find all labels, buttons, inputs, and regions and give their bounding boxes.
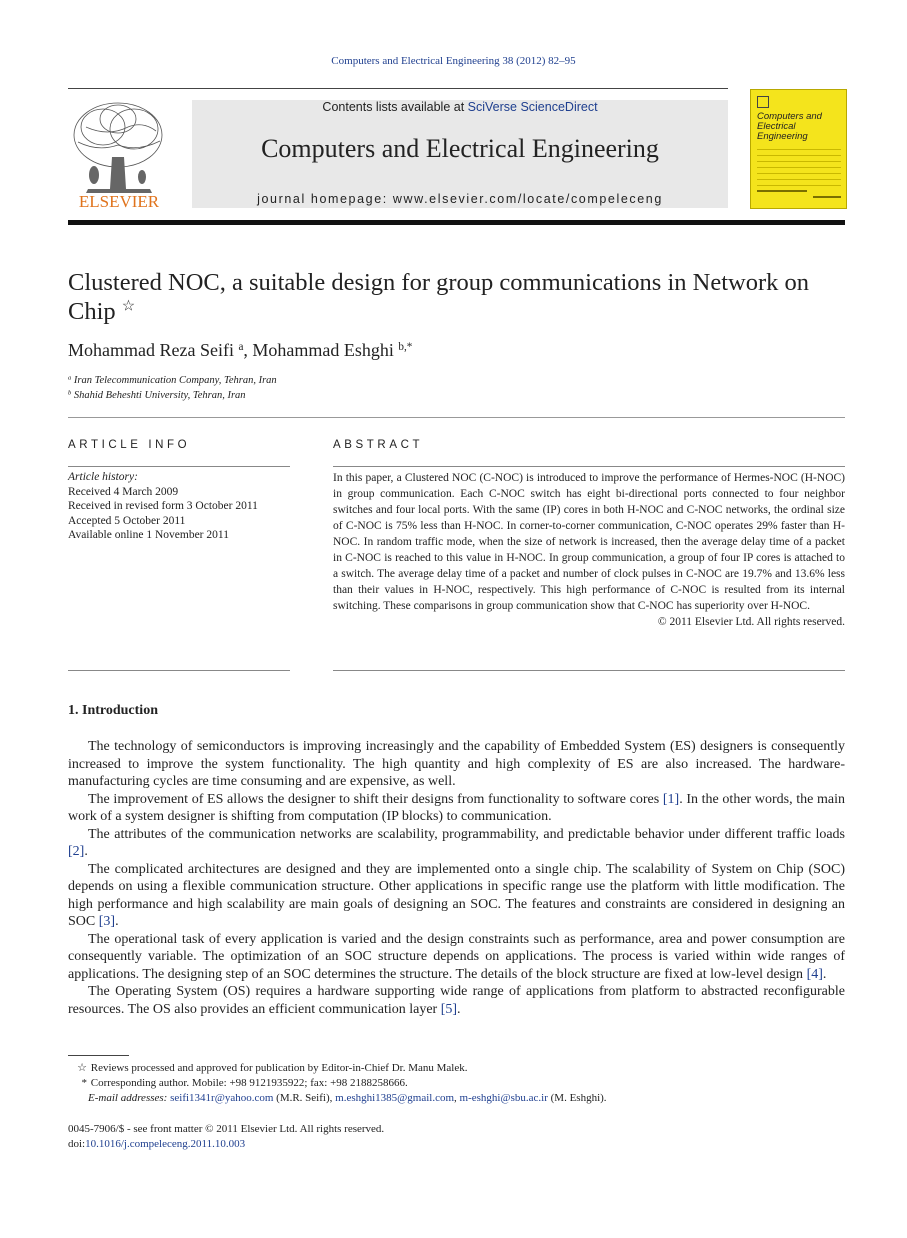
- section-heading: 1. Introduction: [68, 703, 158, 718]
- contents-prefix: Contents lists available at: [322, 100, 468, 114]
- history-item: Received 4 March 2009: [68, 485, 179, 498]
- affiliation-mark: a: [68, 374, 72, 382]
- paragraph: The technology of semiconductors is improving increasingly and the capability of Embedded System (ES) designers is consequently increased to improve the system functionality. The high quantity and high complexity of ES are also increased. The hardware-manufacturing cycles are time consuming and are expensive, as well.: [68, 739, 845, 789]
- article-info-heading: ARTICLE INFO: [68, 439, 191, 451]
- paragraph-text: .: [84, 844, 88, 859]
- paragraph: [68, 983, 845, 1018]
- affiliation-text: Shahid Beheshti University, Tehran, Iran: [73, 390, 246, 401]
- article-info-rule: [68, 466, 290, 467]
- cover-line: [757, 190, 807, 192]
- footnote: [68, 1076, 845, 1091]
- abstract-text: In this paper, a Clustered NOC (C-NOC) is introduced to improve the performance of Hermes-NOC (H-NOC) in group communication. Each C-NOC switch has eight bi-directional ports connected to four neighbor switches and four local ports. With the same (IP) cores in both H-NOC and C-NOC networks, the ordinal size of C-NOC is 75% less than H-NOC. In corner-to-corner communication, C-NOC operates 29% faster than H-NOC. In random traffic mode, when the size of network is increased, then the average delay time of a packet in C-NOC is reached to this value in H-NOC. In group communication, a group of four IP cores is attached to a switch. The average delay time of a packet and number of clock pulses in C-NOC are 19.7% and 13.6% less than their values in H-NOC, respectively. This high performance of C-NOC is resulted from its internal switching. These comparisons in group communication show that C-NOC has superiority over H-NOC.: [333, 472, 845, 612]
- history-item: Received in revised form 3 October 2011: [68, 500, 258, 512]
- history-item: Accepted 5 October 2011: [68, 514, 186, 527]
- paragraph-text: . In the other words, the main work of a system designer is shifting from computation (IP blocks) to communication.: [68, 791, 845, 824]
- email-link[interactable]: seifi1341r@yahoo.com: [170, 1092, 274, 1104]
- cover-title: Computers and Electrical Engineering: [757, 111, 822, 142]
- journal-cover: [750, 89, 847, 209]
- paragraph-text: The complicated architectures are designed and they are implemented onto a single chip. The scalability of System on Chip (SOC) depends on using a flexible communication structure. Other applications in specific range use the platform with little modification. The high performance and high scalability are main goals of designing an SOC. The features and constraints are considered in designing an SOC: [68, 861, 845, 929]
- paragraph-text: .: [115, 914, 119, 929]
- author-list: [68, 340, 412, 361]
- citation-link[interactable]: [2]: [68, 844, 85, 859]
- citation-link[interactable]: [4]: [806, 966, 823, 982]
- publication-info: [68, 1122, 384, 1152]
- paragraph-text: .: [457, 1001, 461, 1017]
- affiliation-list: [68, 373, 277, 403]
- doi-label: doi:: [68, 1138, 86, 1150]
- history-item: Available online 1 November 2011: [68, 529, 229, 541]
- footnote-mark: *: [81, 1077, 87, 1089]
- article-title-text: Clustered NOC, a suitable design for group communications in Network on Chip: [68, 269, 809, 325]
- article-title: [68, 268, 845, 326]
- affiliation-item: [68, 388, 277, 403]
- author-name[interactable]: Mohammad Eshghi: [252, 340, 394, 360]
- footnote-text: Corresponding author. Mobile: +98 9121935922; fax: +98 2188258666.: [90, 1077, 408, 1089]
- paragraph: [68, 826, 845, 861]
- issn-line: 0045-7906/$ - see front matter © 2011 Elsevier Ltd. All rights reserved.: [68, 1123, 385, 1135]
- paragraph-text: The Operating System (OS) requires a hardware supporting wide range of applications from platform to abstracted reconfigurable resources. The OS also provides an efficient communication layer: [68, 984, 845, 1017]
- sciencedirect-link[interactable]: SciVerse ScienceDirect: [467, 100, 598, 114]
- cover-line: [813, 196, 841, 198]
- email-label: E-mail addresses:: [88, 1092, 168, 1104]
- abstract: [333, 470, 845, 630]
- paragraph: [68, 791, 845, 826]
- paragraph-text: The attributes of the communication networks are scalability, programmability, and predictable behavior under different traffic loads: [88, 826, 845, 842]
- email-owner: (M.R. Seifi),: [273, 1092, 336, 1104]
- email-link[interactable]: m-eshghi@sbu.ac.ir: [459, 1092, 548, 1104]
- article-history: [68, 470, 258, 543]
- affiliation-mark: b: [68, 389, 72, 397]
- introduction-body: [68, 738, 845, 1018]
- author-affiliation-mark[interactable]: b,*: [398, 340, 413, 353]
- history-label: Article history:: [68, 471, 138, 483]
- email-link[interactable]: m.eshghi1385@gmail.com: [335, 1092, 455, 1104]
- title-rule: [68, 417, 845, 418]
- journal-homepage[interactable]: journal homepage: www.elsevier.com/locate/compeleceng: [257, 192, 663, 206]
- header-rule: [68, 88, 728, 89]
- abstract-rule: [333, 466, 845, 467]
- footnote-mark: ☆: [77, 1062, 87, 1074]
- footnotes: [68, 1061, 845, 1106]
- footnote-text: Reviews processed and approved for publication by Editor-in-Chief Dr. Manu Malek.: [90, 1062, 468, 1074]
- paragraph: [68, 931, 845, 984]
- citation-link[interactable]: [5]: [440, 1001, 458, 1017]
- citation-link[interactable]: [1]: [662, 791, 680, 807]
- contents-line: [192, 100, 728, 114]
- author-name[interactable]: Mohammad Reza Seifi: [68, 340, 234, 360]
- elsevier-logo: [68, 97, 170, 209]
- citation-link[interactable]: [3]: [98, 914, 116, 929]
- abstract-rule: [333, 670, 845, 671]
- journal-citation: Computers and Electrical Engineering 38 (2012) 82–95: [331, 55, 576, 67]
- email-separator: ,: [454, 1092, 460, 1104]
- elsevier-logo-text: ELSEVIER: [78, 192, 160, 209]
- title-footnote-mark[interactable]: ☆: [121, 297, 136, 315]
- doi-line: [68, 1137, 384, 1152]
- doi-link[interactable]: 10.1016/j.compeleceng.2011.10.003: [85, 1138, 246, 1150]
- footnote-emails: [68, 1091, 845, 1106]
- paragraph-text: The improvement of ES allows the designer to shift their designs from functionality to software cores: [88, 791, 663, 807]
- cover-logo-icon: [757, 96, 769, 108]
- cover-pattern: [757, 146, 841, 186]
- footnote: [68, 1061, 845, 1076]
- journal-name: Computers and Electrical Engineering: [261, 134, 659, 163]
- author-affiliation-mark[interactable]: a: [238, 340, 244, 353]
- abstract-heading: ABSTRACT: [333, 439, 424, 451]
- abstract-copyright: © 2011 Elsevier Ltd. All rights reserved.: [657, 616, 845, 628]
- paragraph-text: .: [822, 966, 827, 982]
- article-info-rule: [68, 670, 290, 671]
- affiliation-text: Iran Telecommunication Company, Tehran, Iran: [73, 375, 277, 386]
- author-separator: ,: [243, 340, 253, 360]
- paragraph: [68, 861, 845, 931]
- affiliation-item: [68, 373, 277, 388]
- paragraph-text: The operational task of every application is varied and the design constraints such as performance, area and power consumption are consequently variable. The optimization of an SOC structure depends on applications. The process is varied within wide ranges of applications. The designing step of an SOC determines the structure. The details of the block structure are fixed at low-level design: [68, 931, 845, 982]
- elsevier-tree-icon: [68, 97, 170, 209]
- header-thick-rule: [68, 220, 845, 225]
- footnote-rule: [68, 1055, 129, 1056]
- email-owner: (M. Eshghi).: [547, 1092, 607, 1104]
